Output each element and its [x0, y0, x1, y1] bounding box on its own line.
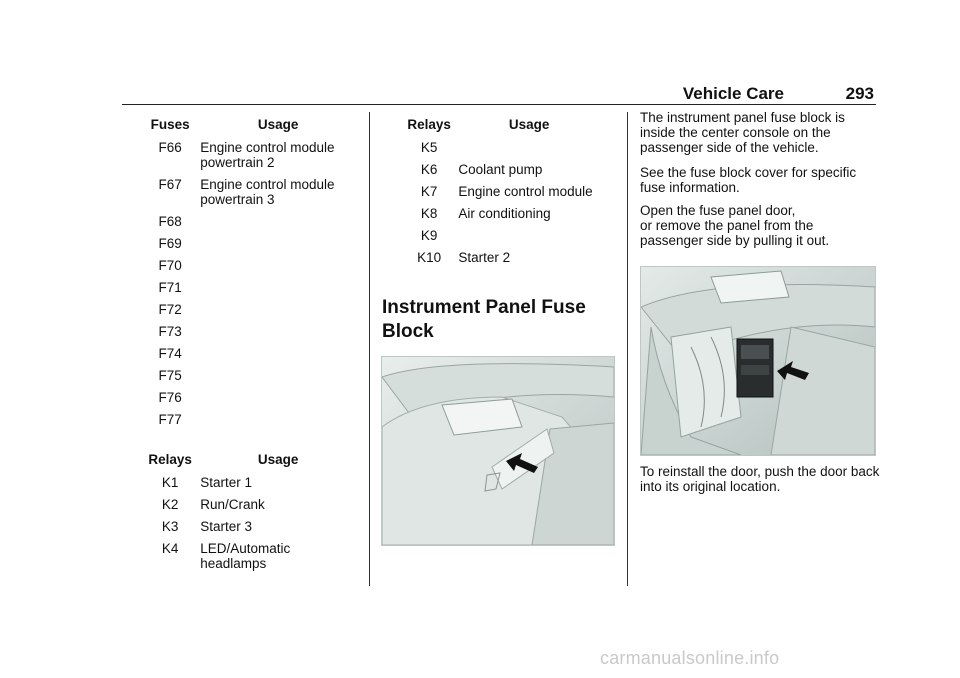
row-id: F66	[158, 140, 182, 155]
row-id: F73	[158, 324, 182, 339]
row-id: F76	[158, 390, 182, 405]
col-header-relays: Relays	[407, 117, 451, 132]
section-title: Vehicle Care	[682, 84, 784, 103]
row-usage: Engine control module powertrain 2	[200, 140, 335, 170]
paragraph-open-door	[640, 203, 880, 248]
table-row	[400, 137, 600, 159]
row-id: F72	[158, 302, 182, 317]
row-usage	[200, 387, 356, 409]
row-id: K6	[420, 162, 438, 177]
table-row	[140, 255, 356, 277]
row-id: F68	[158, 214, 182, 229]
row-id: K8	[420, 206, 438, 221]
table-row	[140, 409, 356, 431]
table-row	[400, 203, 600, 225]
header-rule	[122, 104, 876, 105]
table-row	[140, 174, 356, 211]
row-id: K2	[161, 497, 179, 512]
row-usage	[200, 299, 356, 321]
table-row	[400, 225, 600, 247]
row-id: K7	[420, 184, 438, 199]
page-header	[122, 84, 874, 102]
fuses-table	[140, 117, 356, 431]
column-divider-1	[369, 112, 370, 586]
row-id: K4	[161, 541, 179, 556]
table-row	[400, 159, 600, 181]
row-id: F74	[158, 346, 182, 361]
row-usage: Starter 1	[200, 475, 252, 490]
row-usage	[200, 409, 356, 431]
row-usage	[200, 233, 356, 255]
remove-panel-line: or remove the panel from the passenger side by pulling it out.	[640, 218, 830, 248]
fuse-block-illustration	[640, 266, 876, 456]
row-id: K10	[417, 250, 442, 265]
row-usage	[200, 365, 356, 387]
row-usage	[200, 277, 356, 299]
table-row	[400, 247, 600, 269]
row-usage: Starter 3	[200, 519, 252, 534]
paragraph-location: The instrument panel fuse block is inside the center console on the passenger side of the vehicle.	[640, 110, 845, 155]
row-usage: Air conditioning	[458, 206, 551, 221]
table-row	[140, 387, 356, 409]
row-usage	[200, 255, 356, 277]
col-header-relays: Relays	[148, 452, 192, 467]
column-divider-2	[627, 112, 628, 586]
row-id: K5	[420, 140, 438, 155]
table-row	[140, 494, 356, 516]
table-row	[140, 137, 356, 174]
table-row	[140, 321, 356, 343]
row-usage	[458, 137, 600, 159]
row-usage	[458, 225, 600, 247]
relays-table-2	[400, 117, 600, 269]
row-id: F67	[158, 177, 182, 192]
row-id: F70	[158, 258, 182, 273]
row-usage: Engine control module	[458, 184, 593, 199]
col-header-fuses: Fuses	[150, 117, 190, 132]
row-usage	[200, 321, 356, 343]
table-row	[400, 181, 600, 203]
row-id: F75	[158, 368, 182, 383]
fuse-panel-door-illustration	[381, 356, 615, 546]
row-id: F71	[158, 280, 182, 295]
paragraph-see-cover: See the fuse block cover for specific fuse information.	[640, 165, 857, 195]
paragraph-reinstall: To reinstall the door, push the door back into its original location.	[640, 464, 880, 494]
row-id: F69	[158, 236, 182, 251]
table-row	[140, 211, 356, 233]
table-row	[140, 233, 356, 255]
col-header-usage: Usage	[257, 117, 299, 132]
row-usage: Run/Crank	[200, 497, 265, 512]
table-row	[140, 365, 356, 387]
row-id: K3	[161, 519, 179, 534]
row-usage: LED/Automatic headlamps	[200, 541, 291, 571]
section-heading: Instrument Panel Fuse Block	[382, 297, 586, 342]
table-row	[140, 343, 356, 365]
row-id: K1	[161, 475, 179, 490]
table-row	[140, 472, 356, 494]
row-usage: Starter 2	[458, 250, 511, 265]
table-row	[140, 299, 356, 321]
open-door-line: Open the fuse panel door,	[640, 203, 796, 218]
col-header-usage: Usage	[257, 452, 299, 467]
table-row	[140, 516, 356, 538]
table-row	[140, 538, 356, 575]
page-number: 293	[845, 84, 874, 103]
row-usage	[200, 343, 356, 365]
row-usage: Coolant pump	[458, 162, 543, 177]
col-header-usage: Usage	[508, 117, 550, 132]
row-id: F77	[158, 412, 182, 427]
row-usage	[200, 211, 356, 233]
row-id: K9	[420, 228, 438, 243]
row-usage: Engine control module powertrain 3	[200, 177, 335, 207]
table-row	[140, 277, 356, 299]
relays-table-1	[140, 452, 356, 575]
watermark: carmanualsonline.info	[600, 648, 780, 668]
